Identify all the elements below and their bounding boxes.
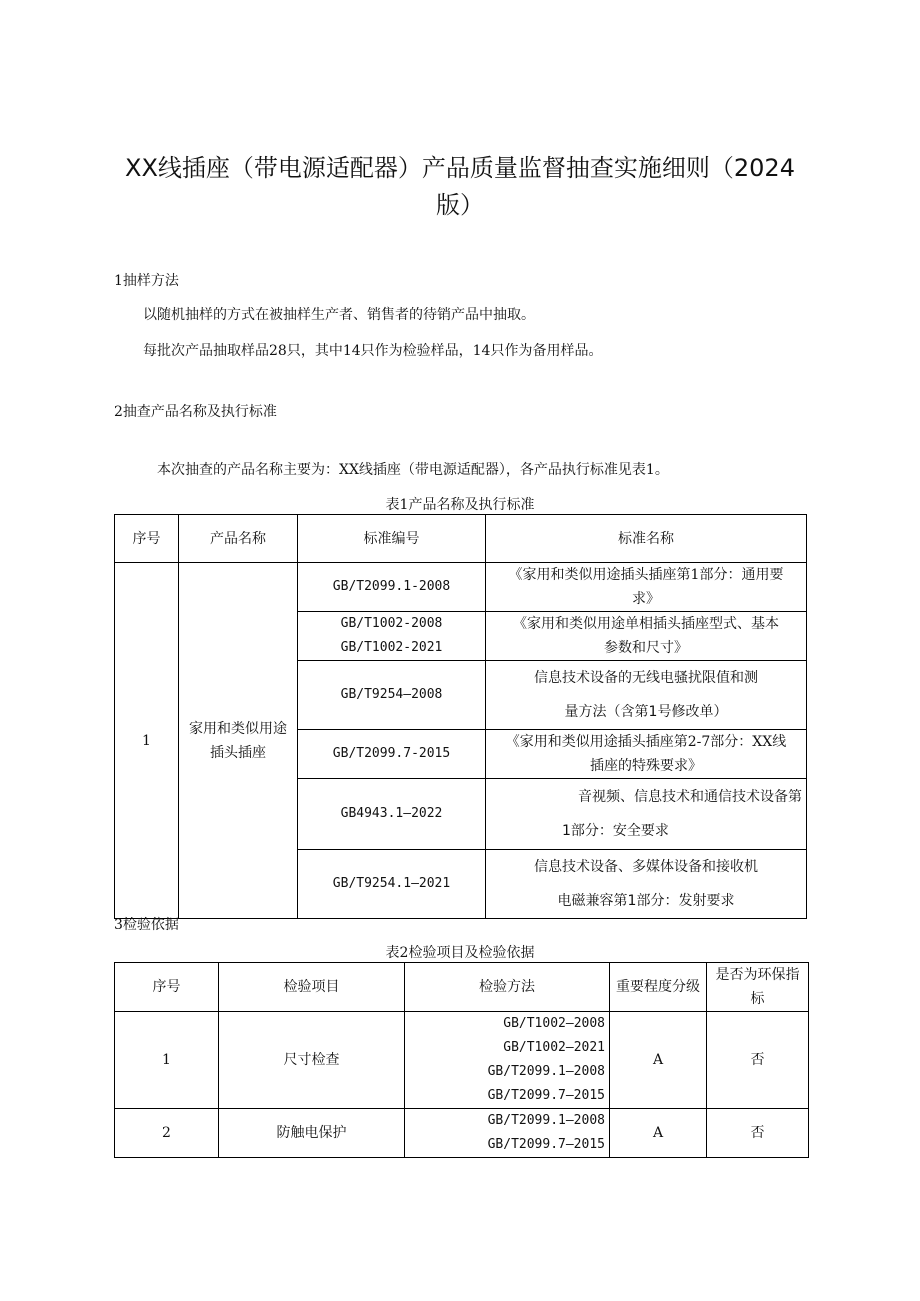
row-index: 1: [115, 563, 179, 919]
standard-name-line: 插座的特殊要求》: [590, 758, 702, 774]
standard-name-line: 1部分：安全要求: [562, 823, 669, 839]
standard-name-line: 信息技术设备的无线电骚扰限值和测: [534, 670, 758, 686]
standard-code: GB/T2099.1-2008: [298, 563, 486, 612]
method-line: GB/T2099.1—2008: [487, 1113, 605, 1128]
product-name-line-1: 家用和类似用途: [189, 720, 287, 737]
table-row: [115, 1109, 809, 1158]
inspection-item: 防触电保护: [219, 1109, 405, 1158]
standard-code: [298, 612, 486, 661]
sampling-paragraph-2: 每批次产品抽取样品28只，其中14只作为检验样品，14只作为备用样品。: [143, 343, 603, 359]
standard-name-line: 《家用和类似用途单相插头插座型式、基本: [513, 616, 779, 632]
table-1-caption: 表1产品名称及执行标准: [385, 497, 535, 513]
row-index: 1: [115, 1012, 219, 1109]
standard-code: GB/T9254—2008: [298, 661, 486, 730]
standard-name-line: 参数和尺寸》: [604, 640, 688, 656]
standard-name-line: 信息技术设备、多媒体设备和接收机: [534, 859, 758, 875]
method-line: GB/T1002—2008: [503, 1016, 605, 1031]
standard-name-line: 量方法（含第1号修改单）: [564, 704, 728, 720]
inspection-methods: [405, 1109, 610, 1158]
inspection-item: 尺寸检查: [219, 1012, 405, 1109]
header-index: 序号: [115, 963, 219, 1012]
section-2-intro: 本次抽查的产品名称主要为：XX线插座（带电源适配器），各产品执行标准见表1。: [157, 462, 669, 478]
method-line: GB/T2099.7—2015: [487, 1088, 605, 1103]
standard-code: GB4943.1—2022: [298, 779, 486, 850]
product-name-line-2: 插头插座: [210, 744, 266, 761]
method-line: GB/T1002—2021: [503, 1040, 605, 1055]
page-title: [100, 150, 820, 224]
grade: A: [610, 1109, 707, 1158]
section-2-heading: 2抽查产品名称及执行标准: [114, 404, 277, 420]
standard-name-line: 《家用和类似用途插头插座第1部分：通用要: [508, 567, 784, 583]
method-line: GB/T2099.1—2008: [487, 1064, 605, 1079]
table-2-caption: 表2检验项目及检验依据: [385, 945, 535, 961]
title-line-2: 版）: [436, 191, 484, 219]
standard-code: GB/T2099.7-2015: [298, 730, 486, 779]
standard-name: [486, 612, 807, 661]
env-flag: 否: [707, 1109, 809, 1158]
section-3-heading: 3检验依据: [114, 917, 179, 933]
sampling-paragraph-1: 以随机抽样的方式在被抽样生产者、销售者的待销产品中抽取。: [143, 307, 535, 323]
standard-name: [486, 730, 807, 779]
standard-code-line: GB/T1002-2021: [340, 640, 443, 655]
header-env: 是否为环保指标: [707, 963, 809, 1012]
grade: A: [610, 1012, 707, 1109]
standard-code: GB/T9254.1—2021: [298, 850, 486, 919]
inspection-methods: [405, 1012, 610, 1109]
standard-code-line: GB/T1002-2008: [340, 616, 443, 631]
title-line-1: XX线插座（带电源适配器）产品质量监督抽查实施细则（2024: [125, 154, 795, 182]
standard-name: [486, 779, 807, 850]
standard-name: [486, 850, 807, 919]
header-item: 检验项目: [219, 963, 405, 1012]
standard-name: [486, 563, 807, 612]
header-grade: 重要程度分级: [610, 963, 707, 1012]
standard-name-line: 音视频、信息技术和通信技术设备第: [578, 789, 802, 805]
header-index: 序号: [115, 515, 179, 563]
header-standard-name: 标准名称: [486, 515, 807, 563]
standard-name-line: 电磁兼容第1部分：发射要求: [557, 893, 735, 909]
table-row: [115, 1012, 809, 1109]
standards-table: [114, 514, 807, 919]
product-name-cell: [179, 563, 298, 919]
row-index: 2: [115, 1109, 219, 1158]
env-flag: 否: [707, 1012, 809, 1109]
standard-name-line: 《家用和类似用途插头插座第2-7部分：XX线: [505, 734, 787, 750]
header-standard-code: 标准编号: [298, 515, 486, 563]
standard-name-line: 求》: [632, 591, 660, 607]
table-header-row: [115, 963, 809, 1012]
header-method: 检验方法: [405, 963, 610, 1012]
section-1-heading: 1抽样方法: [114, 273, 179, 289]
standard-name: [486, 661, 807, 730]
header-product-name: 产品名称: [179, 515, 298, 563]
table-header-row: [115, 515, 807, 563]
method-line: GB/T2099.7—2015: [487, 1137, 605, 1152]
inspection-table: [114, 962, 809, 1158]
table-row: [115, 563, 807, 612]
